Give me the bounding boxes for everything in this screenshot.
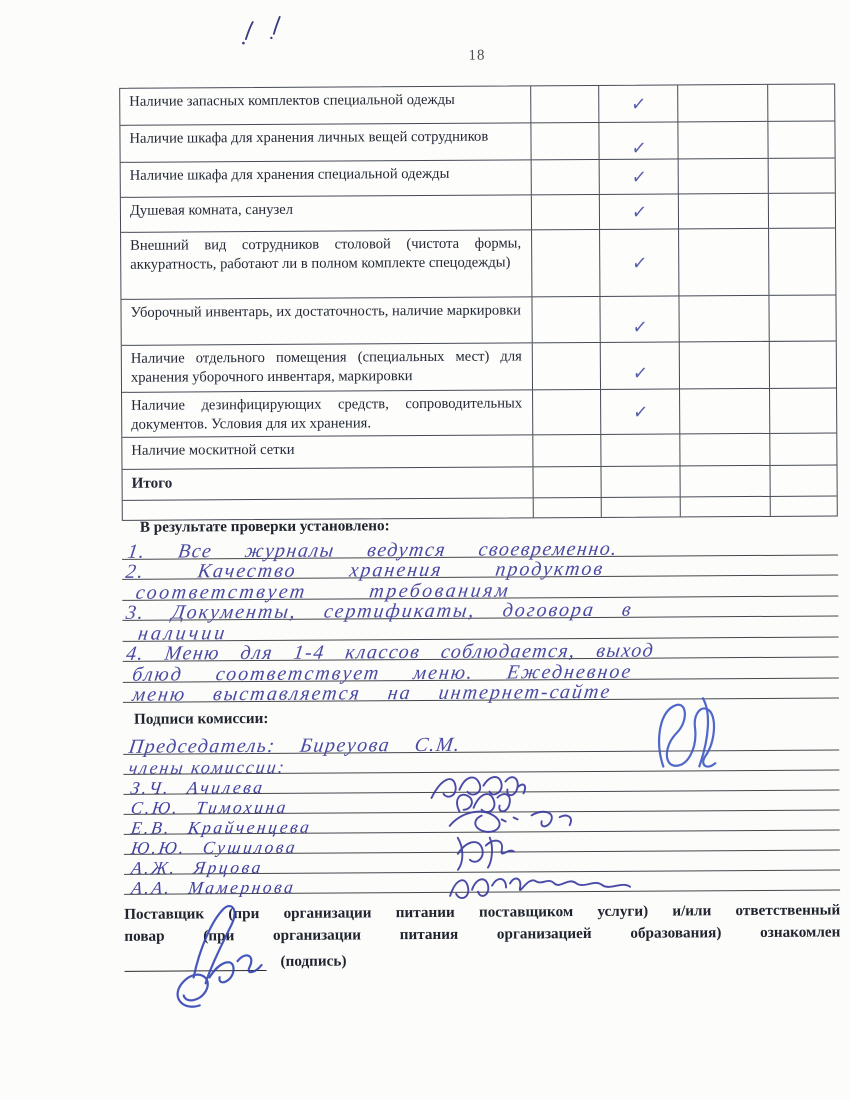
empty-cell [678, 85, 768, 122]
member-name: А.Ж. Ярцова [130, 856, 265, 878]
handwritten-text: наличии [136, 621, 229, 645]
row-label: Наличие шкафа для хранения личных вещей сотрудников [120, 123, 531, 162]
row-label: Наличие отдельного помещения (специальных мест) для хранения уборочного инвентаря, маркировки [122, 343, 533, 392]
table-row-total [123, 465, 837, 500]
empty-cell [770, 433, 836, 464]
table-row [122, 433, 836, 469]
member-name: З.Ч. Ачилева [129, 776, 267, 798]
row-label: Внешний вид сотрудников столовой (чистота формы, аккуратность, работают ли в полном комплекте спецодежды) [121, 230, 532, 299]
empty-cell [533, 343, 601, 389]
empty-cell [532, 230, 600, 296]
chairman-signature [659, 698, 715, 767]
empty-cell [769, 228, 835, 294]
checkmark: ✓ [631, 313, 649, 340]
handwritten-text: блюд соответствует меню. Ежедневное [130, 660, 634, 686]
check-cell [599, 85, 678, 121]
inspection-table [119, 83, 838, 520]
check-cell [601, 466, 680, 496]
row-label: Уборочный инвентарь, их достаточность, наличие маркировки [121, 297, 532, 345]
handwritten-text: 4. Меню для 1-4 классов соблюдается, выход [124, 639, 656, 665]
empty-cell [768, 121, 834, 157]
empty-cell [531, 123, 599, 159]
checkmark: ✓ [630, 249, 648, 276]
empty-cell [679, 194, 769, 229]
empty-cell [532, 160, 600, 194]
checkmark: ✓ [629, 90, 647, 117]
empty-cell [770, 341, 836, 387]
row-label: Наличие шкафа для хранения специальной одежды [121, 160, 532, 197]
checkmark: ✓ [631, 398, 649, 425]
member-name: Е.В. Крайченцева [129, 816, 313, 838]
empty-cell [680, 342, 770, 389]
member-name: С.Ю. Тимохина [129, 796, 290, 818]
empty-cell [679, 229, 769, 296]
handwritten-text: 3. Документы, сертификаты, договора в [124, 598, 635, 624]
handwritten-text: соответствует требованиям [134, 578, 512, 604]
member-signature [431, 777, 525, 798]
empty-cell [769, 158, 835, 192]
empty-cell [768, 84, 834, 120]
results-heading: В результате проверки установлено: [139, 517, 390, 536]
chairman-name: Председатель: Биреуова С.М. [127, 733, 463, 758]
signature-squiggles [401, 685, 850, 920]
check-cell [601, 342, 680, 388]
empty-cell [770, 465, 836, 495]
handwritten-text: меню выставляется на интернет-сайте [131, 680, 613, 706]
member-signature [458, 837, 514, 869]
empty-cell [681, 497, 771, 517]
ink-marks [239, 13, 287, 47]
handwritten-text: 2. Качество хранения продуктов [124, 557, 606, 583]
empty-cell [532, 297, 600, 342]
row-label: Наличие запасных комплектов специальной одежды [120, 86, 531, 125]
table-row [121, 158, 835, 197]
empty-cell [769, 295, 835, 340]
empty-cell [534, 498, 602, 517]
checkmark: ✓ [630, 198, 648, 225]
empty-cell [532, 195, 600, 229]
member-signature [450, 878, 630, 898]
empty-cell [533, 390, 601, 434]
checkmark: ✓ [630, 163, 648, 190]
table-row [120, 84, 834, 125]
checkmark: ✓ [629, 134, 648, 161]
check-cell [599, 122, 678, 161]
member-name: А.А. Мамернова [130, 876, 297, 898]
empty-cell [771, 496, 837, 515]
check-cell [600, 229, 679, 295]
handwritten-text: 1. Все журналы ведутся своевременно. [126, 537, 620, 563]
empty-cell [679, 159, 769, 194]
empty-cell [769, 193, 835, 227]
page-number: 18 [468, 47, 486, 64]
empty-cell [680, 434, 770, 466]
signature-label: (подпись) [280, 952, 347, 970]
empty-cell [680, 466, 770, 497]
members-label: члены комиссии: [127, 756, 288, 778]
check-cell [600, 194, 679, 228]
empty-cell [680, 389, 770, 434]
empty-cell [678, 122, 768, 159]
row-label: Душевая комната, санузел [121, 195, 532, 232]
table-row [121, 193, 835, 232]
footer-line: повар (при организации питания организацией образования) ознакомлен [124, 922, 841, 945]
check-cell [602, 497, 681, 516]
checkmark: ✓ [631, 359, 649, 386]
results-lines [122, 534, 839, 706]
check-cell [600, 296, 679, 341]
empty-cell [533, 435, 601, 466]
member-signature [450, 811, 571, 832]
table-row [122, 341, 836, 392]
empty-cell [770, 388, 836, 432]
check-cell [600, 159, 679, 193]
table-row [120, 121, 834, 162]
row-label: Итого [123, 467, 534, 500]
check-cell [601, 389, 680, 433]
check-cell [601, 434, 680, 465]
table-row [121, 228, 835, 299]
empty-cell [679, 296, 769, 342]
member-signature [457, 794, 510, 812]
table-row [122, 388, 836, 437]
row-label: Наличие дезинфицирующих средств, сопроводительных документов. Условия для их хранения. [122, 390, 533, 437]
footer-line: Поставщик (при организации питании поставщиком услуги) и/или ответственный [124, 901, 841, 923]
empty-cell [533, 467, 601, 497]
member-name: Ю.Ю. Сушилова [130, 836, 299, 858]
supplier-signature [147, 893, 298, 1016]
empty-cell [531, 86, 599, 122]
table-row [123, 496, 837, 519]
table-row [121, 295, 835, 345]
signatures-heading: Подписи комиссии: [133, 709, 269, 728]
row-label: Наличие москитной сетки [122, 435, 533, 469]
